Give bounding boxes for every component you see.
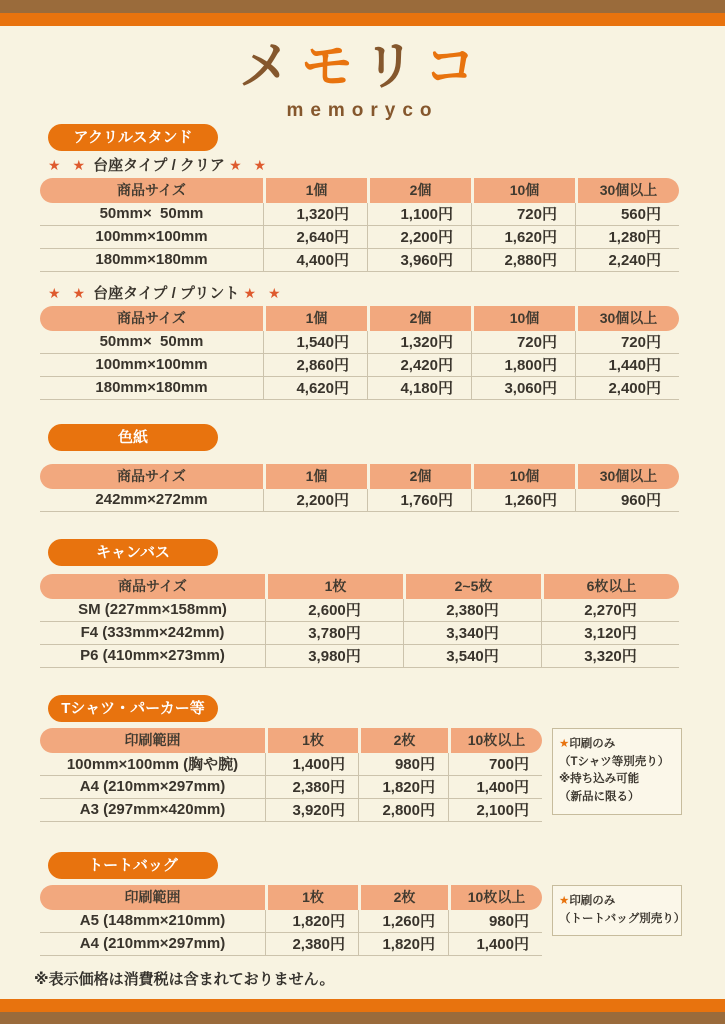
column-header: 1枚 — [265, 728, 358, 753]
size-cell: 180mm×180mm — [40, 377, 263, 400]
note-line: （新品に限る） — [559, 791, 640, 804]
column-header: 1枚 — [265, 574, 403, 599]
tshirt-note-box — [552, 728, 682, 815]
star-icon: ★ — [559, 737, 570, 750]
price-cell: 1,820円 — [358, 933, 448, 956]
top-brown-bar — [0, 0, 725, 13]
section-pill-canvas: キャンバス — [48, 539, 218, 566]
table-header-row — [40, 464, 679, 489]
price-cell: 1,400円 — [448, 933, 542, 956]
note-line: （トートバッグ別売り） — [559, 912, 686, 925]
price-cell: 960円 — [575, 489, 679, 512]
brand-char: リ — [363, 38, 424, 96]
price-cell: 2,200円 — [263, 489, 367, 512]
column-header: 1個 — [263, 464, 367, 489]
table-header-row — [40, 885, 542, 910]
price-cell: 2,200円 — [367, 226, 471, 249]
price-cell: 980円 — [448, 910, 542, 933]
subheading-clear — [48, 156, 685, 175]
note-text: 印刷のみ — [569, 894, 616, 907]
column-header: 10個 — [471, 464, 575, 489]
price-cell: 2,100円 — [448, 799, 542, 822]
table-row — [40, 203, 679, 226]
price-cell: 3,340円 — [403, 622, 541, 645]
table-header-row — [40, 574, 679, 599]
price-cell: 4,400円 — [263, 249, 367, 272]
price-table-tshirt — [40, 728, 542, 822]
price-cell: 3,780円 — [265, 622, 403, 645]
price-cell: 4,620円 — [263, 377, 367, 400]
stars-right-icon: ★ ★ — [229, 156, 271, 173]
price-cell: 1,400円 — [448, 776, 542, 799]
price-cell: 2,800円 — [358, 799, 448, 822]
price-cell: 3,980円 — [265, 645, 403, 668]
column-header: 2枚 — [358, 885, 448, 910]
tote-row — [40, 885, 685, 956]
bottom-brown-bar — [0, 1012, 725, 1024]
table-row — [40, 226, 679, 249]
size-cell: A5 (148mm×210mm) — [40, 910, 265, 933]
price-cell: 2,420円 — [367, 354, 471, 377]
note-line — [559, 893, 675, 911]
tshirt-row — [40, 728, 685, 822]
price-cell: 3,320円 — [541, 645, 679, 668]
section-pill-tshirt: Tシャツ・パーカー等 — [48, 695, 218, 722]
column-header: 6枚以上 — [541, 574, 679, 599]
size-cell: 242mm×272mm — [40, 489, 263, 512]
price-cell: 700円 — [448, 753, 542, 776]
column-header: 1枚 — [265, 885, 358, 910]
column-header: 商品サイズ — [40, 306, 263, 331]
price-cell: 1,400円 — [265, 753, 358, 776]
size-cell: A4 (210mm×297mm) — [40, 933, 265, 956]
note-line: ※持ち込み可能 — [559, 773, 640, 786]
column-header: 2個 — [367, 306, 471, 331]
price-cell: 1,320円 — [367, 331, 471, 354]
price-cell: 2,380円 — [265, 776, 358, 799]
price-cell: 1,260円 — [471, 489, 575, 512]
price-cell: 1,760円 — [367, 489, 471, 512]
size-cell: SM (227mm×158mm) — [40, 599, 265, 622]
star-icon: ★ — [559, 894, 570, 907]
tote-note-box — [552, 885, 686, 937]
table-row — [40, 799, 542, 822]
table-row — [40, 599, 679, 622]
price-table-canvas — [40, 574, 679, 668]
brand-char: コ — [423, 38, 486, 96]
column-header: 2~5枚 — [403, 574, 541, 599]
price-cell: 3,120円 — [541, 622, 679, 645]
price-cell: 560円 — [575, 203, 679, 226]
price-cell: 980円 — [358, 753, 448, 776]
section-pill-acrylic-stand: アクリルスタンド — [48, 124, 218, 151]
price-cell: 3,060円 — [471, 377, 575, 400]
size-cell: A4 (210mm×297mm) — [40, 776, 265, 799]
brand-subtitle: memoryco — [286, 100, 439, 121]
price-cell: 2,600円 — [265, 599, 403, 622]
price-cell: 3,920円 — [265, 799, 358, 822]
subheading-print — [48, 284, 685, 303]
price-cell: 2,240円 — [575, 249, 679, 272]
bottom-orange-bar — [0, 999, 725, 1012]
stars-left-icon: ★ ★ — [48, 284, 89, 301]
size-cell: 50mm× 50mm — [40, 203, 263, 226]
price-cell: 2,380円 — [265, 933, 358, 956]
price-cell: 2,400円 — [575, 377, 679, 400]
note-line — [559, 736, 675, 754]
table-row — [40, 354, 679, 377]
column-header: 印刷範囲 — [40, 728, 265, 753]
table-row — [40, 753, 542, 776]
size-cell: 100mm×100mm — [40, 354, 263, 377]
column-header: 1個 — [263, 178, 367, 203]
price-cell: 1,820円 — [265, 910, 358, 933]
price-table-acrylic-clear — [40, 178, 679, 272]
column-header: 30個以上 — [575, 306, 679, 331]
column-header: 30個以上 — [575, 464, 679, 489]
price-cell: 1,260円 — [358, 910, 448, 933]
subheading-label: 台座タイプ / プリント — [93, 284, 240, 302]
column-header: 10個 — [471, 178, 575, 203]
stars-left-icon: ★ ★ — [48, 156, 89, 173]
note-line: （Tシャツ等別売り） — [559, 755, 670, 768]
table-row — [40, 331, 679, 354]
price-cell: 3,960円 — [367, 249, 471, 272]
price-cell: 1,280円 — [575, 226, 679, 249]
column-header: 30個以上 — [575, 178, 679, 203]
column-header: 10枚以上 — [448, 885, 542, 910]
table-row — [40, 249, 679, 272]
column-header: 印刷範囲 — [40, 885, 265, 910]
top-orange-bar — [0, 13, 725, 26]
price-cell: 1,440円 — [575, 354, 679, 377]
table-row — [40, 910, 542, 933]
table-row — [40, 622, 679, 645]
brand-char: モ — [301, 38, 364, 96]
column-header: 商品サイズ — [40, 464, 263, 489]
price-table-tote — [40, 885, 542, 956]
column-header: 10枚以上 — [448, 728, 542, 753]
section-pill-tote: トートバッグ — [48, 852, 218, 879]
section-pill-shikishi: 色紙 — [48, 424, 218, 451]
price-cell: 1,320円 — [263, 203, 367, 226]
column-header: 2個 — [367, 464, 471, 489]
stars-right-icon: ★ ★ — [243, 284, 285, 301]
price-cell: 2,860円 — [263, 354, 367, 377]
size-cell: A3 (297mm×420mm) — [40, 799, 265, 822]
brand-title — [40, 38, 685, 96]
price-cell: 4,180円 — [367, 377, 471, 400]
size-cell: P6 (410mm×273mm) — [40, 645, 265, 668]
size-cell: F4 (333mm×242mm) — [40, 622, 265, 645]
price-cell: 1,620円 — [471, 226, 575, 249]
price-cell: 2,880円 — [471, 249, 575, 272]
price-table-shikishi — [40, 464, 679, 512]
table-row — [40, 933, 542, 956]
size-cell: 50mm× 50mm — [40, 331, 263, 354]
price-cell: 2,270円 — [541, 599, 679, 622]
price-cell: 1,800円 — [471, 354, 575, 377]
brand-char: メ — [238, 38, 301, 96]
table-header-row — [40, 728, 542, 753]
table-row — [40, 645, 679, 668]
price-cell: 1,100円 — [367, 203, 471, 226]
column-header: 2個 — [367, 178, 471, 203]
price-cell: 1,540円 — [263, 331, 367, 354]
size-cell: 100mm×100mm — [40, 226, 263, 249]
table-row — [40, 776, 542, 799]
price-cell: 720円 — [471, 203, 575, 226]
price-cell: 720円 — [575, 331, 679, 354]
note-text: 印刷のみ — [569, 737, 616, 750]
price-cell: 3,540円 — [403, 645, 541, 668]
table-row — [40, 489, 679, 512]
price-cell: 1,820円 — [358, 776, 448, 799]
size-cell: 180mm×180mm — [40, 249, 263, 272]
subheading-label: 台座タイプ / クリア — [93, 156, 225, 174]
table-header-row — [40, 178, 679, 203]
table-header-row — [40, 306, 679, 331]
column-header: 2枚 — [358, 728, 448, 753]
column-header: 商品サイズ — [40, 178, 263, 203]
price-cell: 2,640円 — [263, 226, 367, 249]
column-header: 1個 — [263, 306, 367, 331]
column-header: 10個 — [471, 306, 575, 331]
price-cell: 2,380円 — [403, 599, 541, 622]
price-cell: 720円 — [471, 331, 575, 354]
price-table-acrylic-print — [40, 306, 679, 400]
size-cell: 100mm×100mm (胸や腕) — [40, 753, 265, 776]
tax-disclaimer: ※表示価格は消費税は含まれておりません。 — [34, 970, 335, 988]
table-row — [40, 377, 679, 400]
column-header: 商品サイズ — [40, 574, 265, 599]
